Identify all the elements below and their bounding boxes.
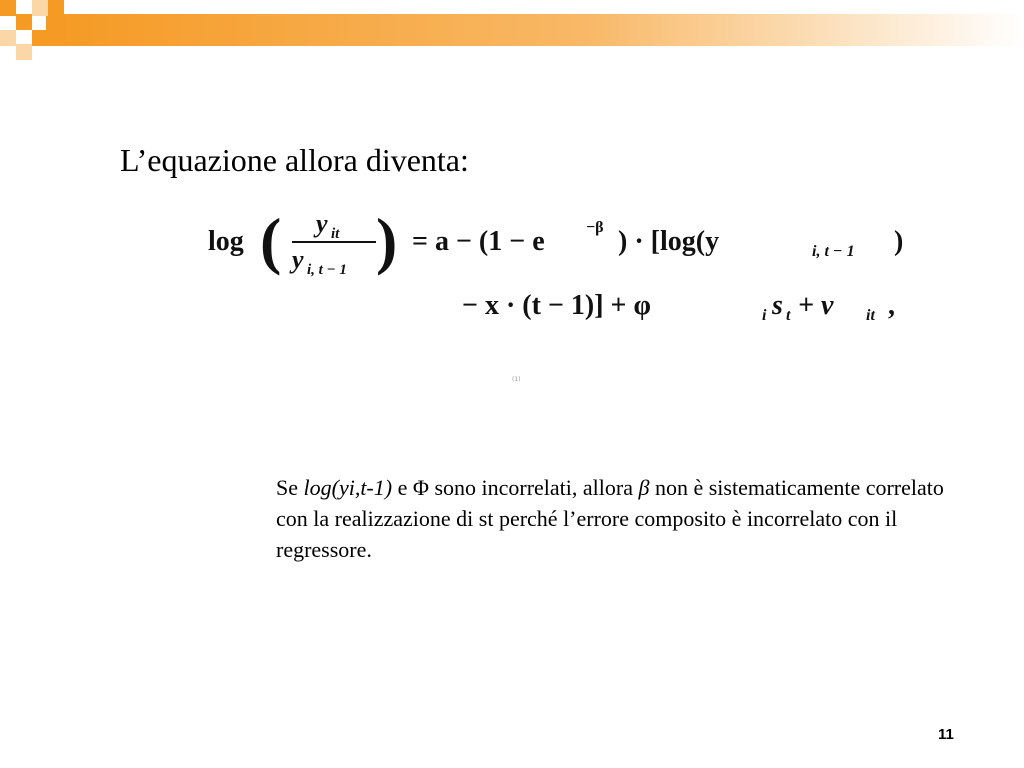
eq-paren-close: ) — [376, 205, 398, 276]
slide-title: L’equazione allora diventa: — [120, 142, 469, 178]
eq-denominator-sub: i, t − 1 — [307, 262, 347, 278]
eq-rhs2-sub: i, t − 1 — [812, 243, 855, 260]
body-text-italic-beta: β — [638, 475, 650, 500]
equation-image — [200, 196, 940, 336]
body-paragraph — [276, 472, 956, 565]
eq-rhs2-end: ) — [894, 226, 904, 257]
eq-s-sub: t — [786, 307, 791, 324]
eq-rhs2: ) · [log(y — [618, 226, 720, 257]
eq-s: s — [772, 290, 783, 321]
eq-log: log — [208, 226, 244, 257]
eq-phi-sub: i — [762, 307, 767, 324]
eq-v-sub: it — [866, 307, 875, 324]
body-text-5: non è sistematicamente correlato con la realizzazione di st perché l’errore composito è incorrelato con il regressore. — [276, 475, 944, 562]
eq-numerator: y — [316, 209, 328, 238]
eq-denominator: y — [292, 245, 304, 274]
eq-numerator-sub: it — [331, 226, 340, 242]
eq-line2-part1: − x · (t − 1)] + φ — [462, 290, 651, 321]
body-text-italic-log: log(yi,t-1) — [303, 475, 393, 500]
eq-end: , — [888, 290, 895, 321]
header-decoration — [0, 0, 1024, 70]
body-text-3: e Φ sono incorrelati, allora — [392, 475, 639, 500]
body-text-1: Se — [276, 475, 304, 500]
eq-rhs: = a − (1 − e — [412, 226, 545, 257]
equation-number: (1) — [512, 376, 521, 383]
eq-exp: −β — [586, 219, 604, 236]
page-number: 11 — [938, 726, 954, 743]
eq-paren-open: ( — [260, 205, 282, 276]
eq-plus-v: + v — [798, 290, 834, 321]
